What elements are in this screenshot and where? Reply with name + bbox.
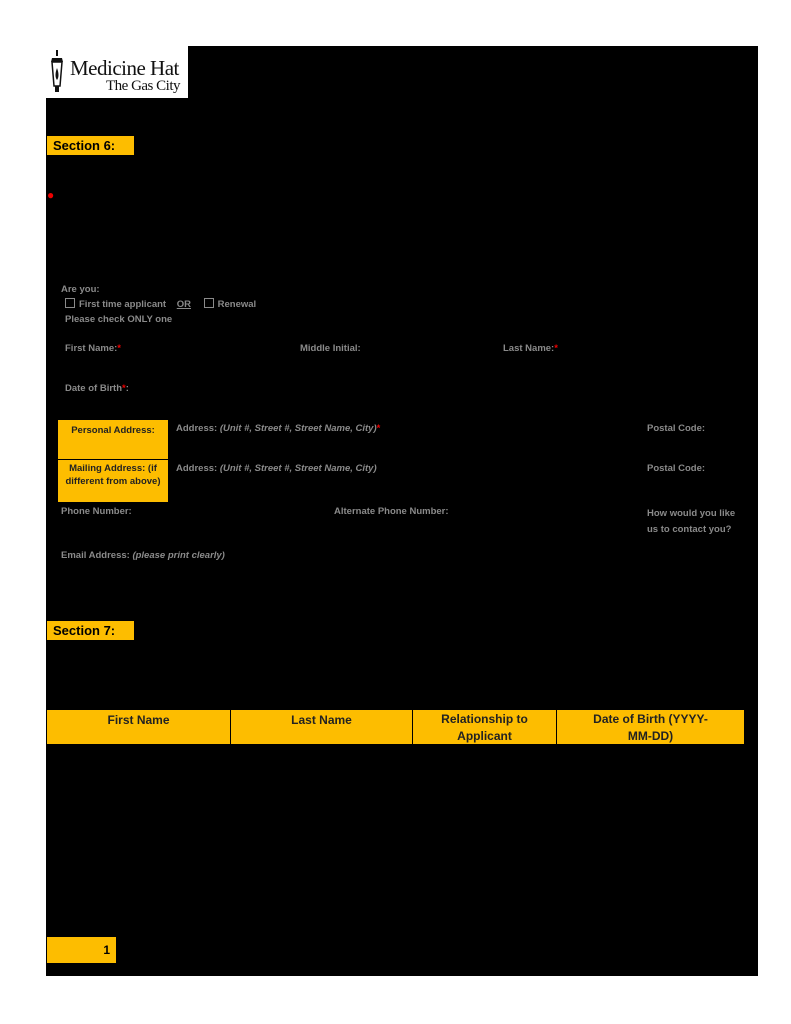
column-header-first-name: First Name [47,710,231,744]
first-time-checkbox[interactable] [65,298,75,308]
lamp-icon [50,50,64,94]
renewal-checkbox[interactable] [204,298,214,308]
section-7-label: Section 7: [47,621,134,640]
personal-postal-code-label: Postal Code: [647,423,706,434]
first-name-label: First Name:* [65,343,121,354]
mailing-address-field-label: Address: (Unit #, Street #, Street Name, City) [176,463,377,474]
required-bullet: ● [47,188,55,202]
middle-initial-label: Middle Initial: [300,343,361,354]
email-label: Email Address: (please print clearly) [61,550,225,561]
check-one-note: Please check ONLY one [65,314,173,325]
column-header-relationship: Relationship to Applicant [413,710,557,744]
phone-label: Phone Number: [61,506,132,517]
last-name-label: Last Name:* [503,343,558,354]
column-header-dob: Date of Birth (YYYY-MM-DD) [557,710,744,744]
column-header-last-name: Last Name [231,710,413,744]
personal-address-field-label: Address: (Unit #, Street #, Street Name, City)* [176,423,381,434]
dob-label: Date of Birth*: [65,383,129,394]
medicine-hat-logo: Medicine Hat The Gas City [46,46,188,98]
mailing-postal-code-label: Postal Code: [647,463,706,474]
applicant-type: First time applicant OR Renewal [65,298,256,310]
are-you-label: Are you: [61,284,100,295]
contact-preference-label: How would you like us to contact you? [647,508,736,535]
section-6-label: Section 6: [47,136,134,155]
page-number: 1 [47,937,116,963]
alt-phone-label: Alternate Phone Number: [334,506,449,517]
personal-address-label: Personal Address: [57,419,169,461]
mailing-address-label: Mailing Address: (if different from above) [57,459,169,503]
